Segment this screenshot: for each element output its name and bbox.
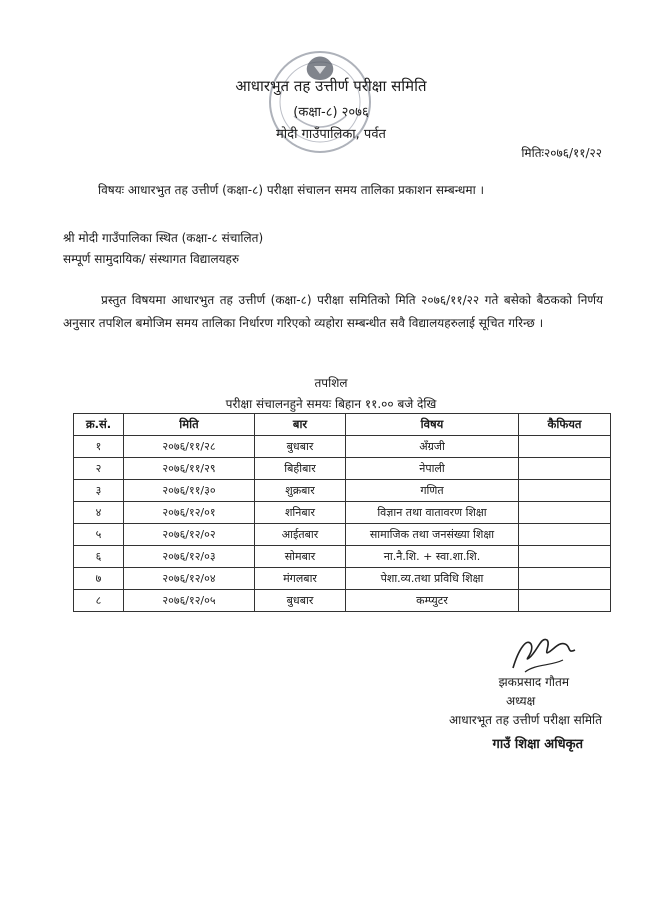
municipality: मोदी गाउँपालिका, पर्वत — [276, 127, 386, 142]
cell-subject: गणित — [346, 480, 519, 502]
cell-serial: ३ — [74, 480, 124, 502]
cell-date: २०७६/१२/०१ — [124, 502, 255, 524]
body-paragraph: प्रस्तुत विषयमा आधारभुत तह उत्तीर्ण (कक्षा-८) परीक्षा समितिको मिति २०७६/११/२२ गते बसेको बैठकको निर्णय अनुसार तपशिल बमोजिम समय तालिका निर्धारण गरिएको व्यहोरा सम्बन्धीत सवै विद्यालयहरुलाई सूचित गरिन्छ । — [63, 293, 603, 330]
cell-subject: ना.नै.शि. + स्वा.शा.शि. — [346, 546, 519, 568]
letter-subject: विषयः आधारभुत तह उत्तीर्ण (कक्षा-८) परीक्षा संचालन समय तालिका प्रकाशन सम्बन्धमा । — [98, 183, 485, 197]
cell-remarks — [519, 436, 611, 458]
col-header-serial: क्र.सं. — [74, 414, 124, 436]
cell-serial: ४ — [74, 502, 124, 524]
cell-day: शुक्रबार — [255, 480, 346, 502]
signatory-committee: आधारभूत तह उत्तीर्ण परीक्षा समिति — [449, 713, 602, 727]
table-row — [74, 590, 611, 612]
cell-date: २०७६/१२/०३ — [124, 546, 255, 568]
signatory-name: झकप्रसाद गौतम — [498, 675, 569, 689]
cell-remarks — [519, 524, 611, 546]
cell-day: बिहीबार — [255, 458, 346, 480]
cell-date: २०७६/१२/०४ — [124, 568, 255, 590]
cell-subject: पेशा.व्य.तथा प्रविधि शिक्षा — [346, 568, 519, 590]
cell-date: २०७६/१२/०२ — [124, 524, 255, 546]
cell-day: बुधबार — [255, 590, 346, 612]
cell-day: आईतबार — [255, 524, 346, 546]
cell-remarks — [519, 546, 611, 568]
table-row — [74, 458, 611, 480]
table-row — [74, 546, 611, 568]
cell-date: २०७६/११/२९ — [124, 458, 255, 480]
cell-day: शनिबार — [255, 502, 346, 524]
org-subtitle: (कक्षा-८) २०७६ — [293, 105, 369, 120]
cell-remarks — [519, 458, 611, 480]
org-title: आधारभुत तह उत्तीर्ण परीक्षा समिति — [235, 77, 427, 95]
cell-serial: ५ — [74, 524, 124, 546]
table-row — [74, 480, 611, 502]
recipient-line-1: श्री मोदी गाउँपालिका स्थित (कक्षा-८ संचालित) — [63, 231, 264, 245]
col-header-remarks: कैफियत — [519, 414, 611, 436]
cell-remarks — [519, 502, 611, 524]
col-header-day: बार — [255, 414, 346, 436]
cell-subject: अँग्रजी — [346, 436, 519, 458]
col-header-subject: विषय — [346, 414, 519, 436]
cell-remarks — [519, 568, 611, 590]
cell-date: २०७६/१२/०५ — [124, 590, 255, 612]
annex-title: तपशिल — [314, 376, 348, 390]
handwritten-signature — [505, 628, 585, 676]
cell-day: मंगलबार — [255, 568, 346, 590]
cell-serial: ८ — [74, 590, 124, 612]
table-row — [74, 524, 611, 546]
cell-day: बुधबार — [255, 436, 346, 458]
cell-serial: ६ — [74, 546, 124, 568]
cell-subject: नेपाली — [346, 458, 519, 480]
exam-time-note: परीक्षा संचालनहुने समयः बिहान ११.०० बजे देखि — [225, 397, 437, 411]
cell-date: २०७६/११/३० — [124, 480, 255, 502]
table-header-row — [74, 414, 611, 436]
cell-subject: कम्प्युटर — [346, 590, 519, 612]
table-row — [74, 436, 611, 458]
col-header-date: मिति — [124, 414, 255, 436]
cell-serial: १ — [74, 436, 124, 458]
signatory-role: अध्यक्ष — [506, 694, 536, 708]
cell-remarks — [519, 590, 611, 612]
cell-subject: सामाजिक तथा जनसंख्या शिक्षा — [346, 524, 519, 546]
signatory-office: गाउँ शिक्षा अधिकृत — [492, 737, 583, 752]
cell-date: २०७६/११/२८ — [124, 436, 255, 458]
letter-date: मितिः२०७६/११/२२ — [521, 146, 602, 160]
cell-serial: ७ — [74, 568, 124, 590]
cell-day: सोमबार — [255, 546, 346, 568]
cell-subject: विज्ञान तथा वातावरण शिक्षा — [346, 502, 519, 524]
exam-schedule-table — [73, 413, 611, 612]
table-row — [74, 568, 611, 590]
table-row — [74, 502, 611, 524]
cell-serial: २ — [74, 458, 124, 480]
recipient-line-2: सम्पूर्ण सामुदायिक/ संस्थागत विद्यालयहरु — [63, 252, 240, 266]
cell-remarks — [519, 480, 611, 502]
